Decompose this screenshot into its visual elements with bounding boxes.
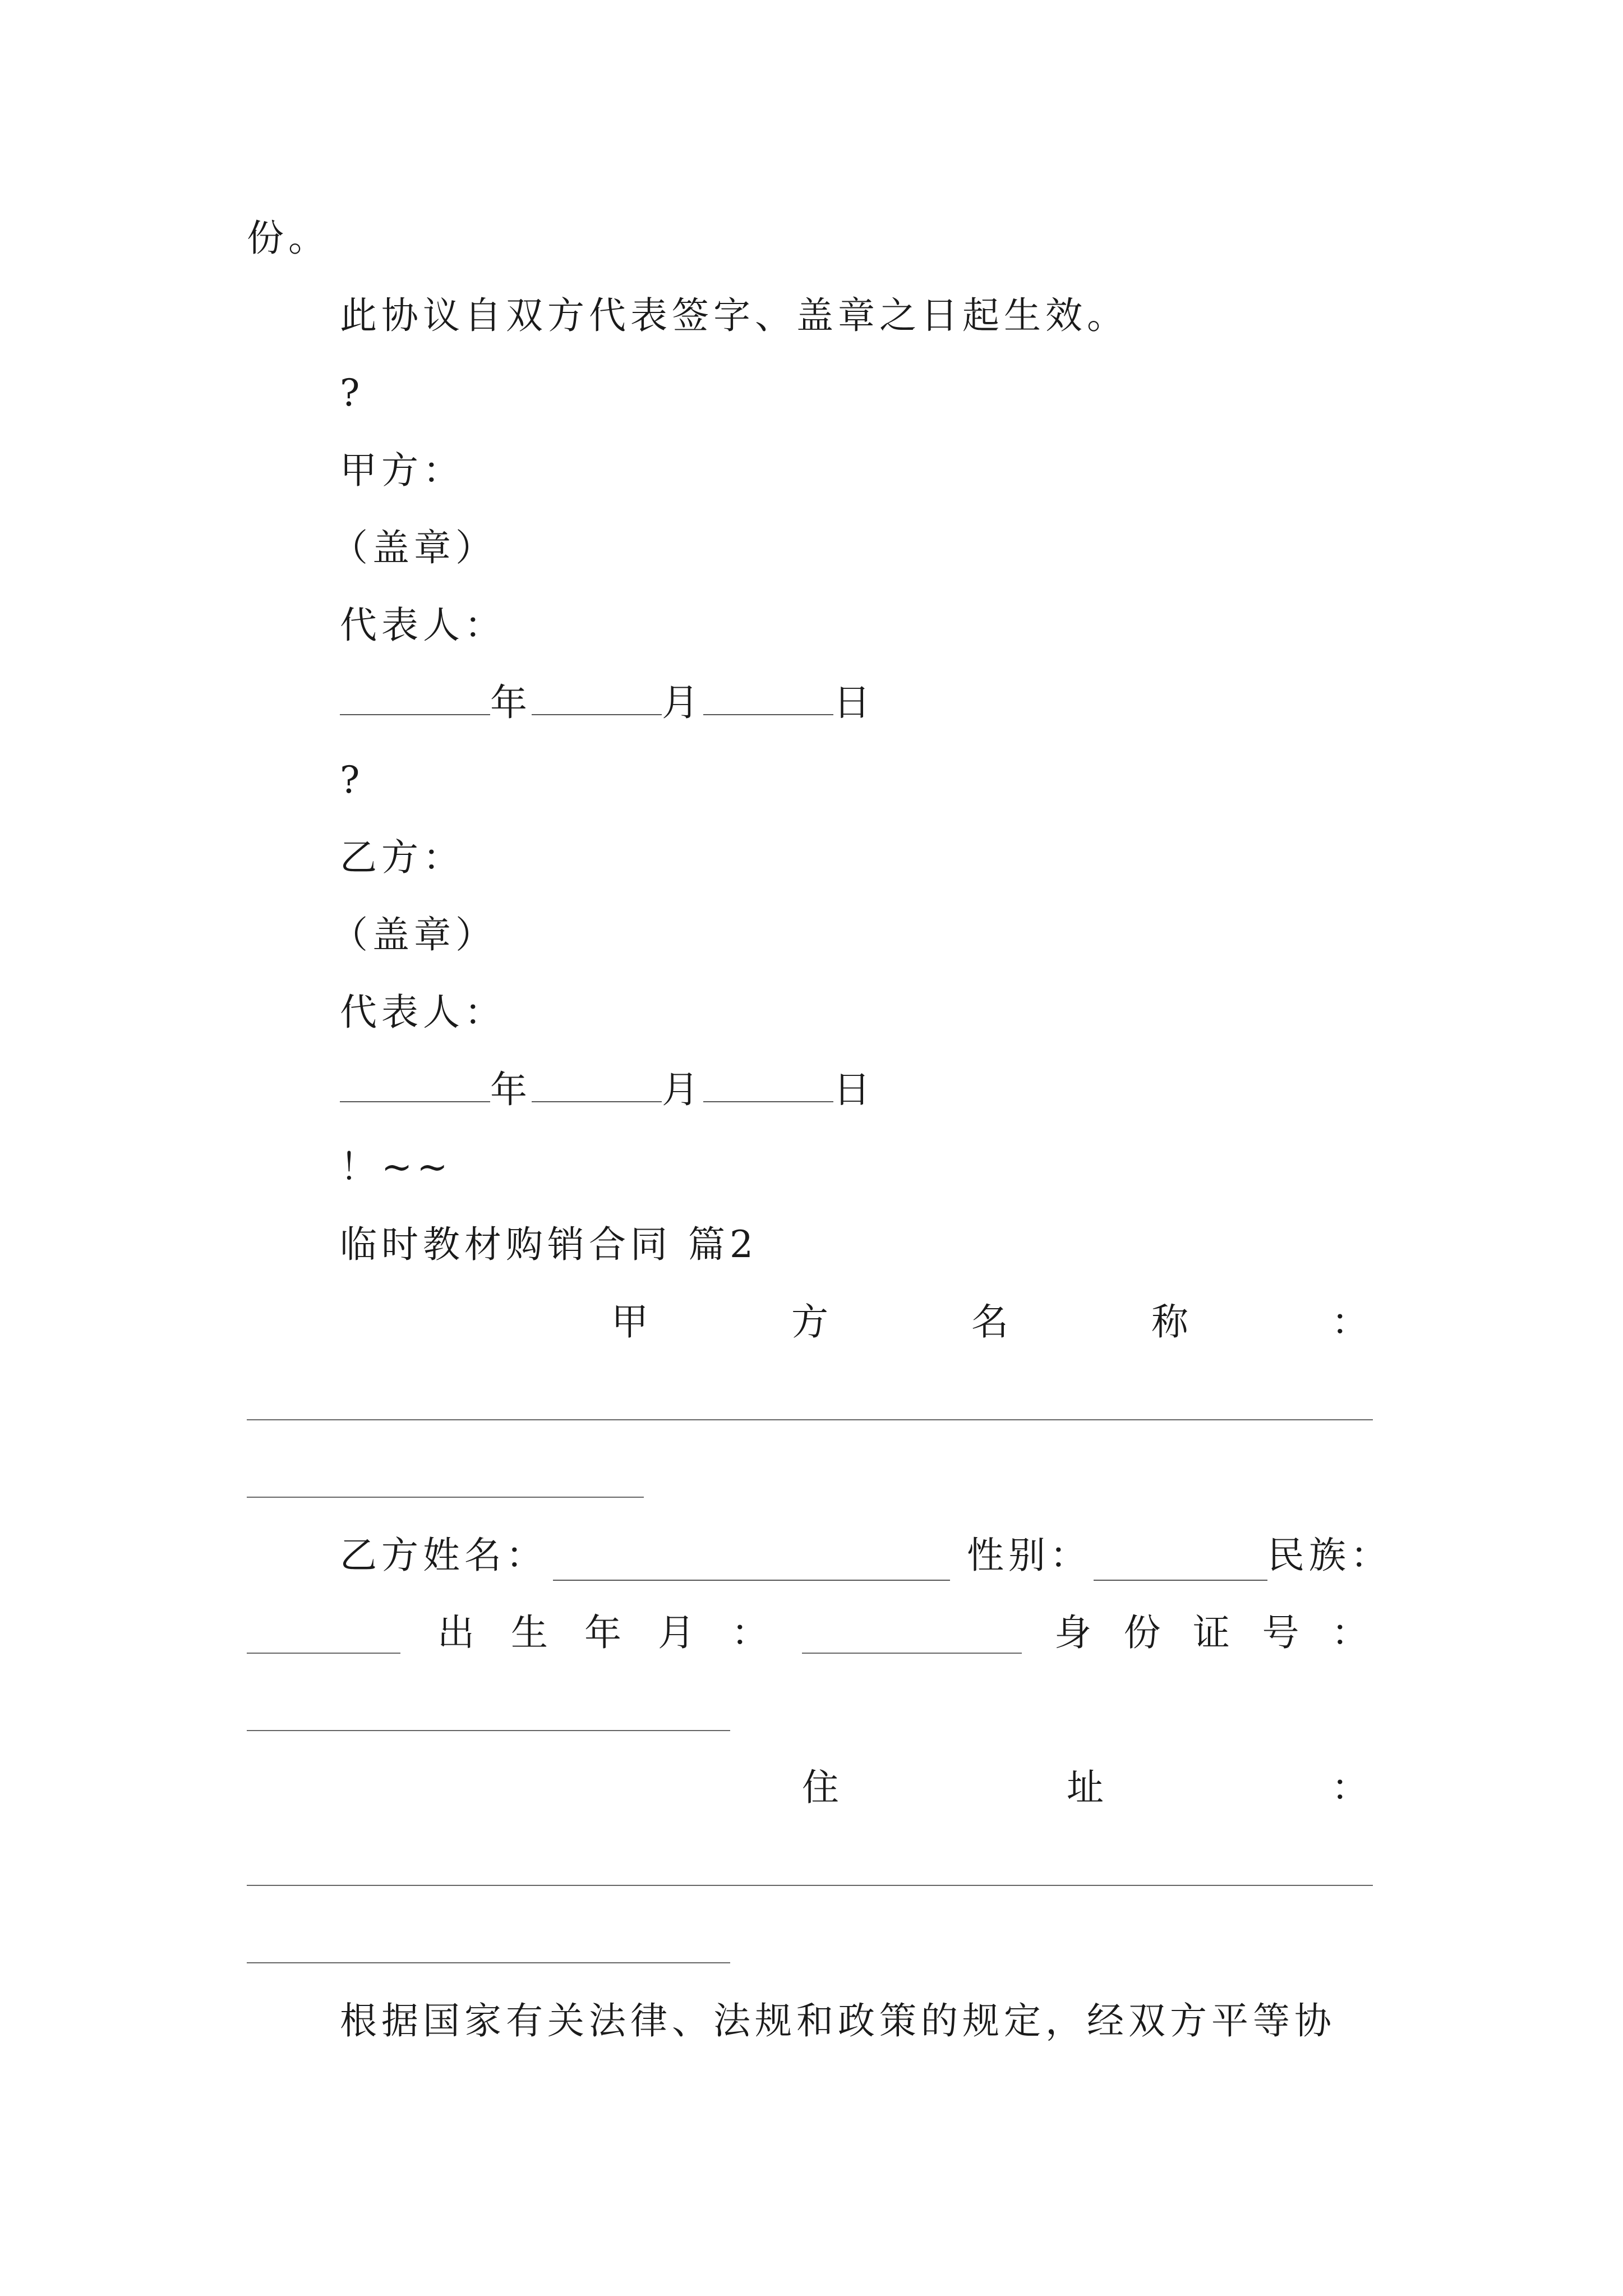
section-title: 临时教材购销合同 篇2 (340, 1223, 758, 1266)
party-a-name-char: 名 (971, 1300, 1008, 1343)
party-a-name-label (611, 1297, 1368, 1347)
day-blank-b[interactable] (703, 1066, 833, 1102)
party-a-name-blank-1[interactable] (247, 1419, 1373, 1420)
representative-label-a: 代表人： (340, 604, 506, 647)
birth-char: ： (731, 1611, 768, 1654)
gender-label: 性别： (967, 1534, 1091, 1577)
party-a-label: 甲方： (340, 449, 464, 492)
month-blank-b[interactable] (532, 1066, 662, 1102)
question-mark-2: ? (340, 758, 365, 802)
birth-char: 年 (584, 1611, 621, 1654)
year-label-a: 年 (490, 681, 532, 724)
id-char: 证 (1193, 1611, 1230, 1654)
day-label-a: 日 (833, 681, 875, 724)
address-char: 住 (802, 1766, 839, 1809)
id-number-blank[interactable] (247, 1730, 730, 1731)
seal-label-a: （盖章） (331, 526, 497, 569)
birth-date-label (437, 1608, 768, 1658)
representative-label-b: 代表人： (340, 991, 506, 1034)
party-a-name-char: 甲 (611, 1300, 648, 1343)
party-b-name-label: 乙方姓名： (340, 1534, 547, 1577)
birth-char: 出 (437, 1611, 474, 1654)
month-label-b: 月 (662, 1068, 703, 1111)
ethnicity-label: 民族： (1267, 1534, 1392, 1577)
birth-char: 生 (511, 1611, 548, 1654)
id-char: ： (1331, 1611, 1368, 1654)
month-label-a: 月 (662, 681, 703, 724)
party-b-info-line (340, 1530, 1392, 1581)
address-label (802, 1763, 1368, 1813)
month-blank-a[interactable] (532, 679, 662, 715)
party-a-name-char: 称 (1151, 1300, 1188, 1343)
birth-char: 月 (658, 1611, 695, 1654)
party-b-label: 乙方： (340, 836, 464, 879)
address-char: 址 (1067, 1766, 1104, 1809)
effective-clause: 此协议自双方代表签字、盖章之日起生效。 (340, 294, 1128, 337)
id-number-label (1054, 1608, 1368, 1658)
id-char: 号 (1262, 1611, 1299, 1654)
address-char: ： (1331, 1766, 1368, 1809)
date-line-b (340, 1065, 875, 1115)
year-label-b: 年 (490, 1068, 532, 1111)
day-blank-a[interactable] (703, 679, 833, 715)
id-char: 身 (1054, 1611, 1091, 1654)
party-a-name-char: 方 (791, 1300, 828, 1343)
id-char: 份 (1123, 1611, 1161, 1654)
final-paragraph-line: 根据国家有关法律、法规和政策的规定，经双方平等协 (340, 1999, 1336, 2042)
exclamation-line: ！~~ (340, 1145, 453, 1189)
address-blank-2[interactable] (247, 1962, 730, 1963)
year-blank-b[interactable] (340, 1066, 490, 1102)
ethnicity-blank[interactable] (247, 1653, 400, 1654)
date-line-a (340, 678, 875, 728)
party-b-name-blank[interactable] (553, 1545, 950, 1581)
day-label-b: 日 (833, 1068, 875, 1111)
seal-label-b: （盖章） (331, 913, 497, 956)
party-a-name-char: ： (1331, 1300, 1368, 1343)
text-line-fen: 份。 (247, 217, 330, 260)
year-blank-a[interactable] (340, 679, 490, 715)
gender-blank[interactable] (1094, 1545, 1267, 1581)
party-a-name-blank-2[interactable] (247, 1497, 644, 1498)
question-mark-1: ? (340, 371, 365, 415)
birth-date-blank[interactable] (802, 1653, 1022, 1654)
address-blank-1[interactable] (247, 1885, 1373, 1886)
